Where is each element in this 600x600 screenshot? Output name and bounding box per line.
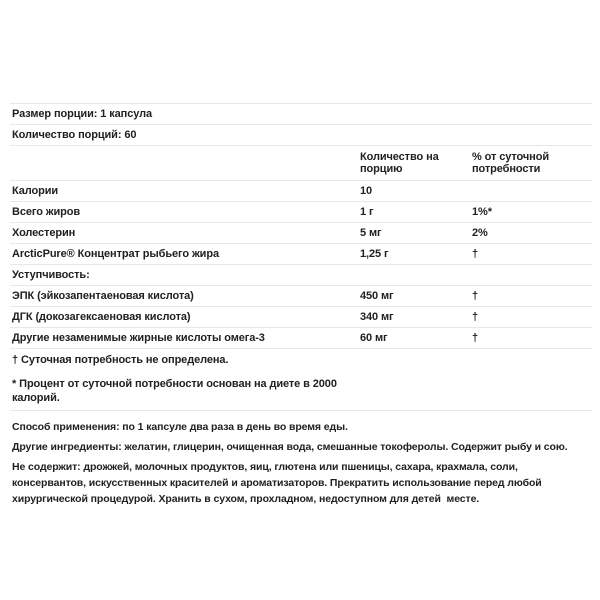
nutrient-amount: 10 xyxy=(360,185,373,197)
product-info-paragraphs xyxy=(12,419,592,507)
nutrient-label: Всего жиров xyxy=(12,206,81,218)
contains-no-paragraph: Не содержит: дрожжей, молочных продуктов, яиц, глютена или пшеницы, сахара, крахмала, соли, консервантов, искусственных красителей и ароматизаторов. Прекратить использование перед любой хирургической процедурой. Хранить в сухом, прохладном, недоступном для детей месте. xyxy=(12,461,545,505)
nutrient-row-calories xyxy=(10,181,592,202)
nutrient-dv: † xyxy=(472,248,479,260)
nutrient-amount: 60 мг xyxy=(360,332,388,344)
servings-count-row xyxy=(10,125,592,146)
nutrient-row-yielding xyxy=(10,265,592,286)
supplement-facts-panel xyxy=(0,103,600,600)
servings-count-text: Количество порций: 60 xyxy=(12,129,137,141)
column-header-row xyxy=(10,146,592,181)
nutrient-amount: 5 мг xyxy=(360,227,382,239)
footnote-daily-value-not-established: † Суточная потребность не определена. xyxy=(12,354,229,366)
nutrient-dv: 1%* xyxy=(472,206,492,218)
nutrient-amount: 340 мг xyxy=(360,311,394,323)
nutrient-label: Уступчивость: xyxy=(12,269,90,281)
nutrient-row-dha xyxy=(10,307,592,328)
nutrient-label: Другие незаменимые жирные кислоты омега-3 xyxy=(12,332,265,344)
nutrient-amount: 450 мг xyxy=(360,290,394,302)
nutrient-label: Холестерин xyxy=(12,227,76,239)
supplement-facts-table xyxy=(10,103,592,411)
nutrient-dv: † xyxy=(472,290,479,302)
nutrient-label: ЭПК (эйкозапентаеновая кислота) xyxy=(12,290,194,302)
directions-paragraph: Способ применения: по 1 капсуле два раза в день во время еды. xyxy=(12,421,348,433)
nutrient-dv: † xyxy=(472,332,479,344)
nutrient-row-other-omega3 xyxy=(10,328,592,349)
other-ingredients-paragraph: Другие ингредиенты: желатин, глицерин, очищенная вода, смешанные токоферолы. Содержит рыбу и сою. xyxy=(12,441,568,453)
footnote-percent-daily-value: * Процент от суточной потребности основан на диете в 2000 калорий. xyxy=(12,378,337,404)
nutrient-dv: † xyxy=(472,311,479,323)
daily-value-column-header: % от суточной потребности xyxy=(472,151,549,175)
nutrient-amount: 1 г xyxy=(360,206,374,218)
amount-column-header: Количество на порцию xyxy=(360,151,439,175)
footnotes-section xyxy=(10,349,592,411)
nutrient-row-epa xyxy=(10,286,592,307)
serving-size-row xyxy=(10,104,592,125)
nutrient-label: Калории xyxy=(12,185,59,197)
nutrient-label: ДГК (докозагексаеновая кислота) xyxy=(12,311,191,323)
nutrient-label: ArcticPure® Концентрат рыбьего жира xyxy=(12,248,219,260)
nutrient-row-total-fat xyxy=(10,202,592,223)
nutrient-amount: 1,25 г xyxy=(360,248,389,260)
nutrient-dv: 2% xyxy=(472,227,488,239)
serving-size-text: Размер порции: 1 капсула xyxy=(12,108,152,120)
nutrient-row-cholesterol xyxy=(10,223,592,244)
nutrient-row-fish-oil-concentrate xyxy=(10,244,592,265)
